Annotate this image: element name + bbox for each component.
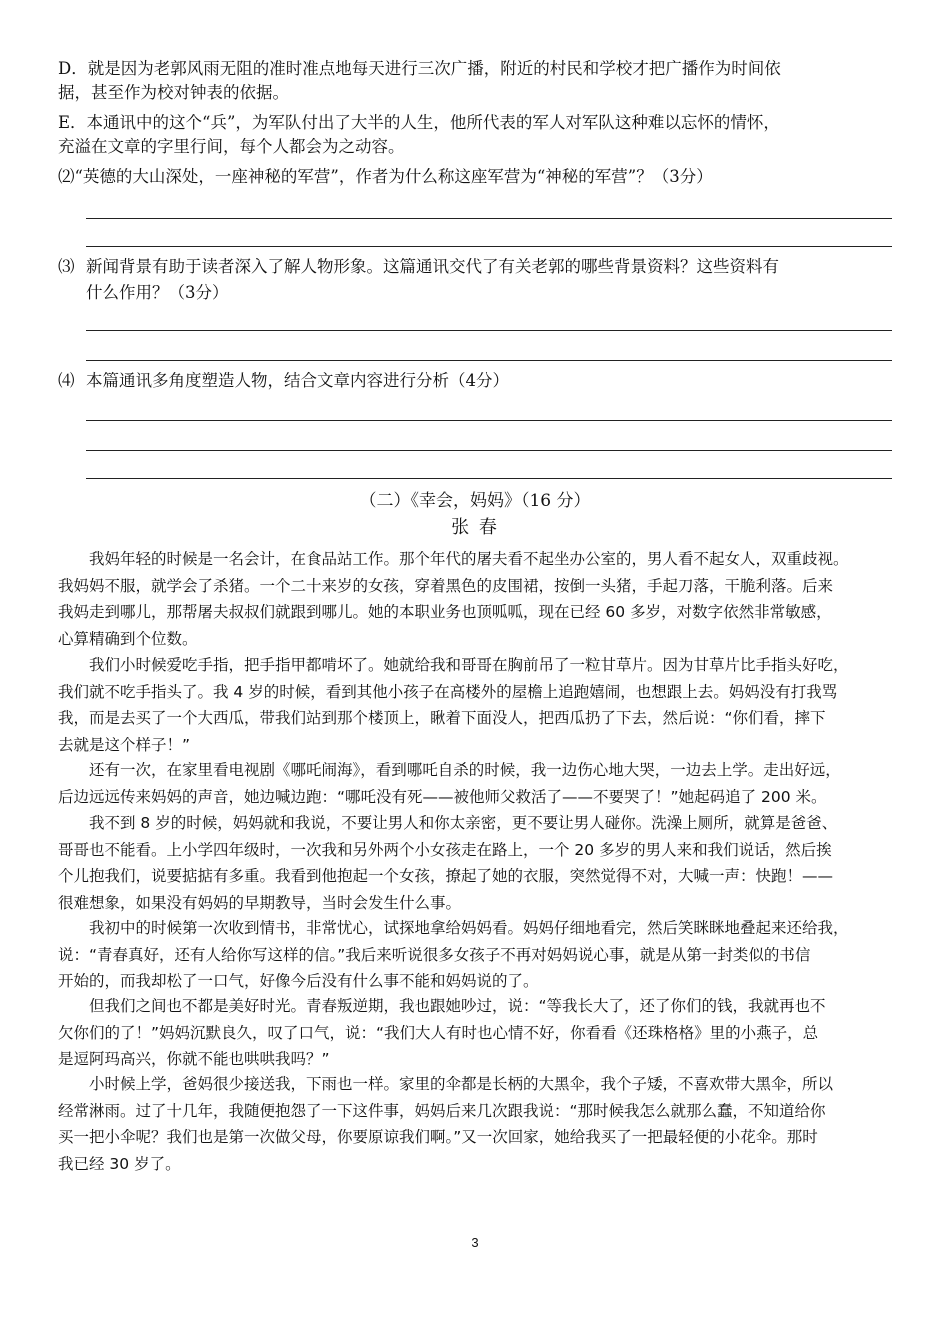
question-3-line2: 什么作用？（3分） [86,283,229,302]
question-4: 本篇通讯多角度塑造人物，结合文章内容进行分析（4分） [86,371,509,390]
article-paragraph: 但我们之间也不都是美好时光。青春叛逆期，我也跟她吵过，说：“等我长大了，还了你们的钱，我就再也不 欠你们的了！”妈妈沉默良久，叹了口气，说：“我们大人有时也心情不好，你看看《还珠格格》里的小燕子，总 是逗阿玛高兴，你就不能也哄哄我吗？” [58,997,826,1068]
question-2: ⑵“英德的大山深处，一座神秘的军营”，作者为什么称这座军营为“神秘的军营”？（3分） [58,167,713,186]
article-paragraph: 小时候上学，爸妈很少接送我，下雨也一样。家里的伞都是长柄的大黑伞，我个子矮，不喜欢带大黑伞，所以 经常淋雨。过了十几年，我随便抱怨了一下这件事，妈妈后来几次跟我说：“那时候我怎么就那么蠢，不知道给你 买一把小伞呢？我们也是第一次做父母，你要原谅我们啊。”又一次回家，她给我买了一把最轻便的小花伞。那时 我已经 30 岁了。 [58,1075,834,1173]
article-author: 张 春 [451,517,499,538]
option-e-line2: 充溢在文章的字里行间，每个人都会为之动容。 [58,137,405,156]
question-3-line1: 新闻背景有助于读者深入了解人物形象。这篇通讯交代了有关老郭的哪些背景资料？这些资料有 [86,257,779,276]
option-e-line1: E．本通讯中的这个“兵”，为军队付出了大半的人生，他所代表的军人对军队这种难以忘怀的情怀， [58,113,780,132]
section-title: （二）《幸会，妈妈》（16 分） [359,491,591,511]
question-4-number: ⑷ [58,371,75,390]
article-paragraph: 我妈年轻的时候是一名会计，在食品站工作。那个年代的屠夫看不起坐办公室的，男人看不起女人，双重歧视。 我妈妈不服，就学会了杀猪。一个二十来岁的女孩，穿着黑色的皮围裙，按倒一头猪，手起刀落，干脆利落。后来 我妈走到哪儿，那帮屠夫叔叔们就跟到哪儿。她的本职业务也顶呱呱，现在已经 60 多岁，对数字依然非常敏感， 心算精确到个位数。 [58,550,849,648]
option-d-line2: 据，甚至作为校对钟表的依据。 [58,83,289,102]
article-paragraph: 我们小时候爱吃手指，把手指甲都啃坏了。她就给我和哥哥在胸前吊了一粒甘草片。因为甘草片比手指头好吃， 我们就不吃手指头了。我 4 岁的时候，看到其他小孩子在高楼外的屋檐上追跑嬉闹，也想跟上去。妈妈没有打我骂 我，而是去买了一个大西瓜，带我们站到那个楼顶上，瞅着下面没人，把西瓜扔了下去，然后说：“你们看，摔下 去就是这个样子！” [58,656,849,754]
question-3-number: ⑶ [58,257,75,276]
answer-line[interactable] [86,246,892,247]
answer-line[interactable] [86,218,892,219]
answer-line[interactable] [86,360,892,361]
article-paragraph: 我初中的时候第一次收到情书，非常忧心，试探地拿给妈妈看。妈妈仔细地看完，然后笑眯眯地叠起来还给我， 说：“青春真好，还有人给你写这样的信。”我后来听说很多女孩子不再对妈妈说心事，就是从第一封类似的书信 开始的，而我却松了一口气，好像今后没有什么事不能和妈妈说的了。 [58,919,849,990]
answer-line[interactable] [86,450,892,451]
answer-line[interactable] [86,420,892,421]
answer-line[interactable] [86,478,892,479]
article-paragraph: 还有一次，在家里看电视剧《哪吒闹海》，看到哪吒自杀的时候，我一边伤心地大哭，一边去上学。走出好远， 后边远远传来妈妈的声音，她边喊边跑：“哪吒没有死——被他师父救活了——不要哭了！”她起码追了 200 米。 [58,761,841,806]
article-paragraph: 我不到 8 岁的时候，妈妈就和我说，不要让男人和你太亲密，更不要让男人碰你。洗澡上厕所，就算是爸爸、 哥哥也不能看。上小学四年级时，一次我和另外两个小女孩走在路上，一个 20 多岁的男人来和我们说话，然后挨 个儿抱我们，说要掂掂有多重。我看到他抱起一个女孩，撩起了她的衣服，突然觉得不对，大喊一声：快跑！—— 很难想象，如果没有妈妈的早期教导，当时会发生什么事。 [58,814,838,912]
answer-line[interactable] [86,330,892,331]
option-d-line1: D．就是因为老郭风雨无阻的准时准点地每天进行三次广播，附近的村民和学校才把广播作为时间依 [58,59,781,78]
page-number: 3 [471,1235,479,1250]
